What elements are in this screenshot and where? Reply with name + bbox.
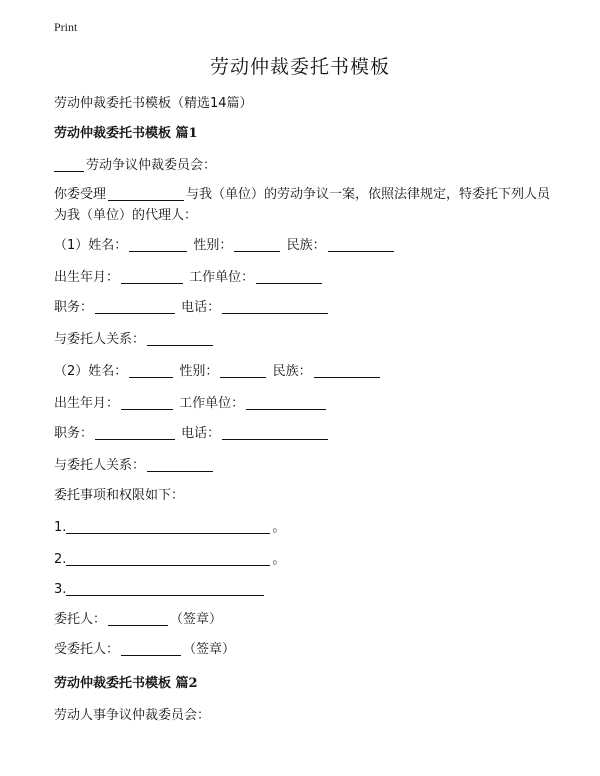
matter-item-2 (54, 550, 285, 570)
item1-number: 1. (54, 520, 67, 535)
section2-addressee: 劳动人事争议仲裁委员会： (54, 708, 211, 723)
committee-blank[interactable] (54, 157, 84, 172)
agent2-birth-blank[interactable] (121, 395, 173, 410)
item1-blank[interactable] (66, 519, 270, 534)
agent1-row4 (54, 330, 215, 350)
document-title: 劳动仲裁委托书模板 (209, 56, 390, 78)
agent2-phone-blank[interactable] (222, 425, 328, 440)
agent1-birth-label: 出生年月： (54, 270, 120, 285)
agent1-birth-blank[interactable] (121, 269, 183, 284)
principal-label: 委托人： (54, 612, 107, 627)
respondent-blank[interactable] (108, 186, 184, 201)
agent2-job-label: 职务： (54, 426, 94, 441)
agent2-birth-label: 出生年月： (54, 396, 120, 411)
agent2-ethnicity-blank[interactable] (314, 363, 380, 378)
principal-signature-line (54, 610, 222, 630)
agent1-row1 (54, 236, 396, 256)
agent1-ethnicity-label: 民族： (286, 238, 326, 253)
agent1-ethnicity-blank[interactable] (328, 237, 394, 252)
item1-period: 。 (272, 520, 286, 535)
agent2-gender-label: 性别： (179, 364, 219, 379)
agent1-row3 (54, 298, 330, 318)
section2-heading: 劳动仲裁委托书模板 篇2 (54, 676, 198, 691)
agent2-relation-label: 与委托人关系： (54, 458, 146, 473)
agent-sign-note: （签章） (183, 642, 236, 657)
document-subtitle: 劳动仲裁委托书模板（精选14篇） (54, 96, 253, 111)
agent1-work-label: 工作单位： (189, 270, 255, 285)
agent2-relation-blank[interactable] (147, 457, 213, 472)
section1-addressee: 劳动争议仲裁委员会： (86, 158, 217, 173)
agent2-job-blank[interactable] (95, 425, 175, 440)
agent2-row1 (54, 362, 382, 382)
agent2-gender-blank[interactable] (220, 363, 266, 378)
agent2-row2 (54, 394, 328, 414)
agent2-phone-label: 电话： (181, 426, 221, 441)
matter-item-1 (54, 518, 285, 538)
item2-period: 。 (272, 552, 286, 567)
agent-sign-blank[interactable] (121, 641, 181, 656)
agent2-name-label: （2）姓名： (54, 364, 128, 379)
agent-signature-line (54, 640, 235, 660)
agent1-phone-blank[interactable] (222, 299, 328, 314)
agent1-phone-label: 电话： (181, 300, 221, 315)
agent1-row2 (54, 268, 324, 288)
intro-part-b: 与我（单位）的劳动争议一案，依照法律规定，特委托下列人员为我（单位）的代理人： (54, 187, 551, 223)
agent2-work-blank[interactable] (246, 395, 326, 410)
section1-heading: 劳动仲裁委托书模板 篇1 (54, 126, 198, 141)
agent1-name-blank[interactable] (129, 237, 187, 252)
agent2-work-label: 工作单位： (179, 396, 245, 411)
agent1-relation-label: 与委托人关系： (54, 332, 146, 347)
item2-blank[interactable] (66, 551, 270, 566)
matter-item-3 (54, 580, 266, 600)
agent-sign-label: 受委托人： (54, 642, 120, 657)
agent2-ethnicity-label: 民族： (272, 364, 312, 379)
principal-sign-note: （签章） (170, 612, 223, 627)
item2-number: 2. (54, 552, 67, 567)
print-link[interactable]: Print (54, 20, 78, 34)
section1-addressee-line (54, 156, 216, 176)
agent1-name-label: （1）姓名： (54, 238, 128, 253)
agent2-row3 (54, 424, 330, 444)
matters-heading: 委托事项和权限如下： (54, 488, 185, 503)
agent1-gender-blank[interactable] (234, 237, 280, 252)
section1-intro (54, 184, 554, 226)
agent1-relation-blank[interactable] (147, 331, 213, 346)
intro-part-a: 你委受理 (54, 187, 107, 202)
agent1-work-blank[interactable] (256, 269, 322, 284)
agent2-row4 (54, 456, 215, 476)
agent1-job-label: 职务： (54, 300, 94, 315)
principal-blank[interactable] (108, 611, 168, 626)
agent2-name-blank[interactable] (129, 363, 173, 378)
agent1-gender-label: 性别： (193, 238, 233, 253)
item3-blank[interactable] (66, 581, 264, 596)
agent1-job-blank[interactable] (95, 299, 175, 314)
item3-number: 3. (54, 582, 67, 597)
